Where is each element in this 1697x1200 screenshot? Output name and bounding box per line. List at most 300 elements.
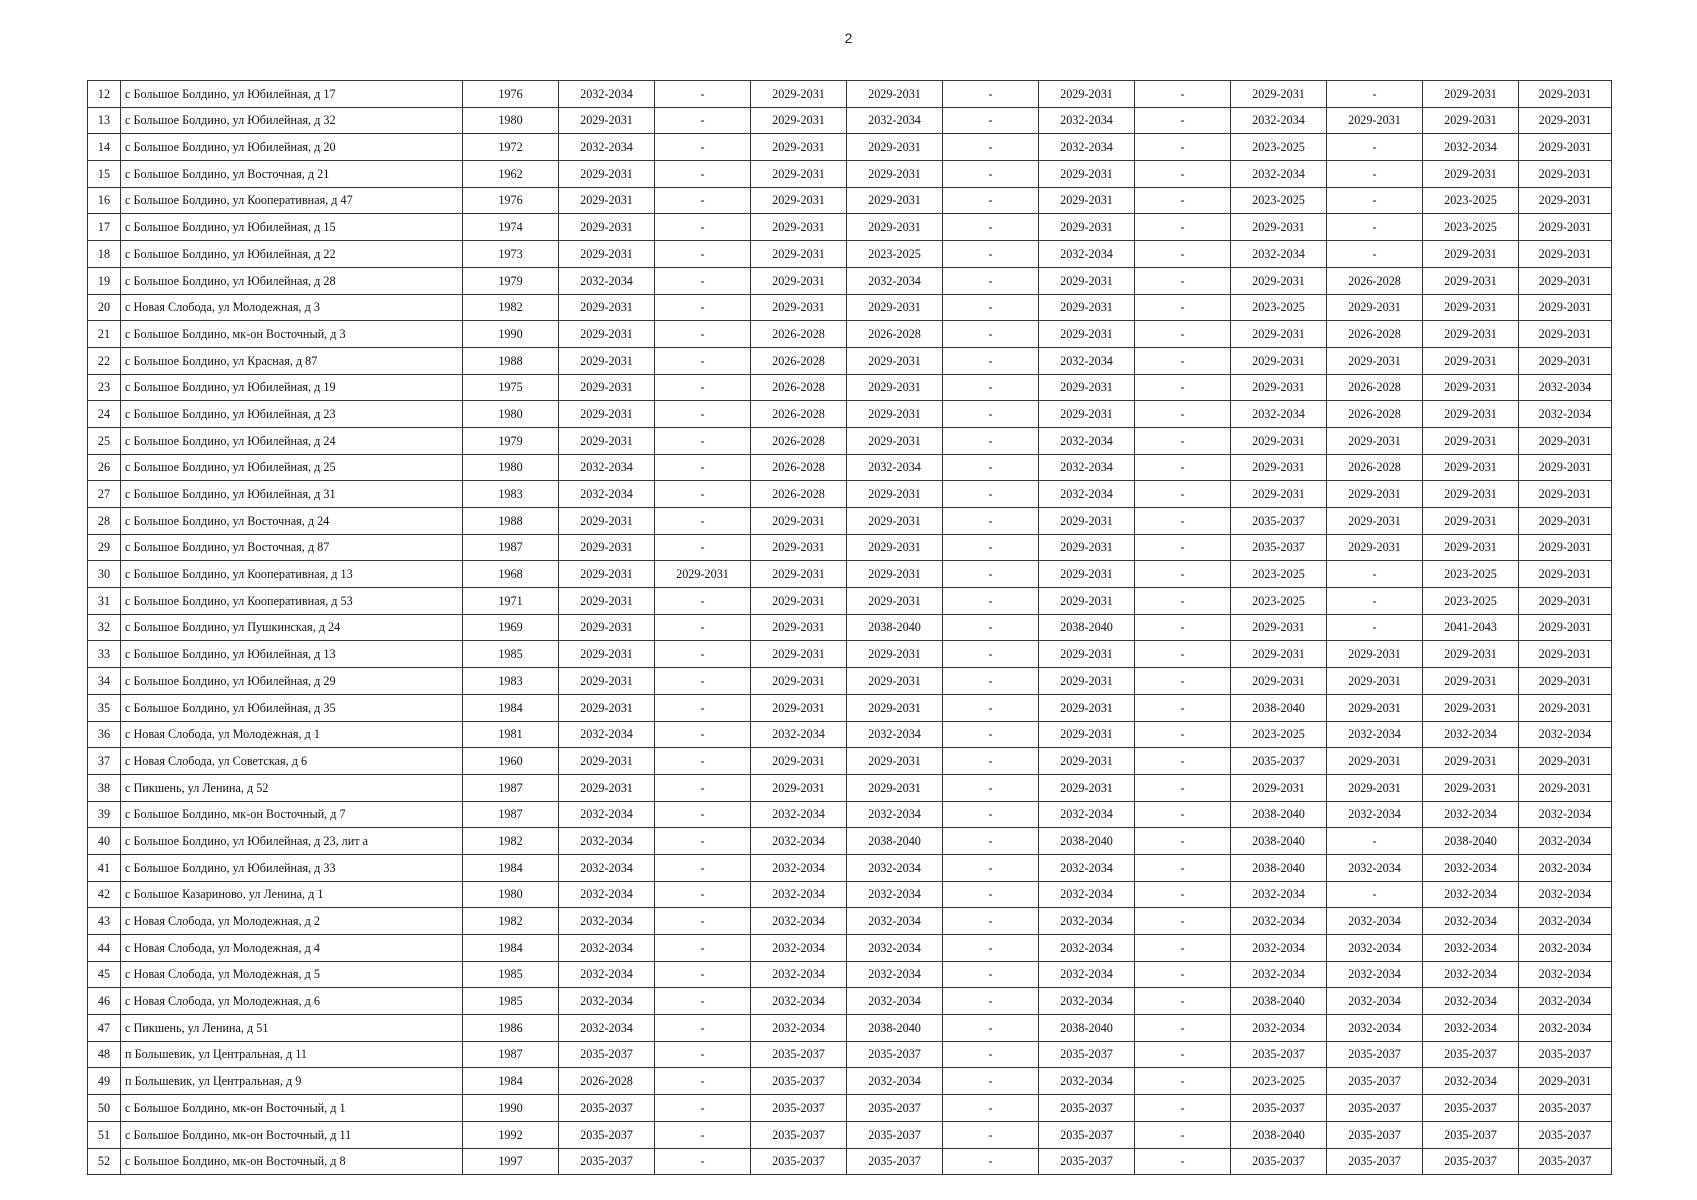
period-cell: 2032-2034 — [751, 1015, 847, 1042]
period-cell: 2038-2040 — [1231, 1121, 1327, 1148]
period-cell: 2023-2025 — [1231, 721, 1327, 748]
period-cell: 2035-2037 — [1519, 1148, 1612, 1175]
period-cell: 2029-2031 — [1231, 774, 1327, 801]
year-cell: 1983 — [463, 481, 559, 508]
period-cell: - — [1135, 1121, 1231, 1148]
period-cell: 2023-2025 — [1231, 134, 1327, 161]
period-cell: 2029-2031 — [1519, 267, 1612, 294]
row-number-cell: 20 — [88, 294, 121, 321]
period-cell: 2035-2037 — [1519, 1121, 1612, 1148]
address-cell: с Большое Болдино, ул Юбилейная, д 23, лит а — [121, 828, 463, 855]
period-cell: 2029-2031 — [1039, 214, 1135, 241]
period-cell: - — [943, 267, 1039, 294]
period-cell: 2035-2037 — [1423, 1121, 1519, 1148]
period-cell: - — [1135, 961, 1231, 988]
period-cell: 2035-2037 — [751, 1095, 847, 1122]
year-cell: 1962 — [463, 161, 559, 188]
address-cell: с Пикшень, ул Ленина, д 51 — [121, 1015, 463, 1042]
year-cell: 1984 — [463, 694, 559, 721]
address-cell: п Большевик, ул Центральная, д 11 — [121, 1041, 463, 1068]
period-cell: 2032-2034 — [559, 828, 655, 855]
period-cell: 2032-2034 — [1231, 107, 1327, 134]
period-cell: 2029-2031 — [1039, 81, 1135, 108]
year-cell: 1987 — [463, 534, 559, 561]
period-cell: 2029-2031 — [1231, 641, 1327, 668]
period-cell: 2032-2034 — [751, 854, 847, 881]
year-cell: 1960 — [463, 748, 559, 775]
period-cell: - — [943, 721, 1039, 748]
period-cell: 2032-2034 — [559, 961, 655, 988]
year-cell: 1976 — [463, 81, 559, 108]
period-cell: 2032-2034 — [847, 908, 943, 935]
address-cell: с Большое Болдино, ул Юбилейная, д 31 — [121, 481, 463, 508]
table-row — [88, 187, 1612, 214]
period-cell: - — [655, 427, 751, 454]
year-cell: 1985 — [463, 961, 559, 988]
period-cell: 2038-2040 — [1231, 801, 1327, 828]
address-cell: с Большое Болдино, ул Юбилейная, д 19 — [121, 374, 463, 401]
period-cell: 2035-2037 — [559, 1095, 655, 1122]
period-cell: 2032-2034 — [1423, 854, 1519, 881]
period-cell: - — [1135, 988, 1231, 1015]
period-cell: - — [655, 748, 751, 775]
period-cell: - — [943, 748, 1039, 775]
period-cell: - — [1135, 694, 1231, 721]
address-cell: п Большевик, ул Центральная, д 9 — [121, 1068, 463, 1095]
year-cell: 1992 — [463, 1121, 559, 1148]
period-cell: 2029-2031 — [1519, 321, 1612, 348]
period-cell: 2032-2034 — [751, 961, 847, 988]
period-cell: 2023-2025 — [847, 241, 943, 268]
address-cell: с Новая Слобода, ул Молодежная, д 2 — [121, 908, 463, 935]
period-cell: - — [1135, 774, 1231, 801]
period-cell: 2029-2031 — [1519, 161, 1612, 188]
table-row — [88, 1148, 1612, 1175]
period-cell: 2029-2031 — [1423, 267, 1519, 294]
row-number-cell: 17 — [88, 214, 121, 241]
period-cell: 2029-2031 — [1039, 267, 1135, 294]
period-cell: 2032-2034 — [559, 908, 655, 935]
period-cell: 2029-2031 — [847, 481, 943, 508]
period-cell: 2032-2034 — [1423, 935, 1519, 962]
period-cell: 2035-2037 — [1327, 1095, 1423, 1122]
period-cell: - — [943, 294, 1039, 321]
period-cell: 2023-2025 — [1231, 1068, 1327, 1095]
year-cell: 1976 — [463, 187, 559, 214]
period-cell: 2032-2034 — [1327, 854, 1423, 881]
period-cell: 2029-2031 — [1423, 534, 1519, 561]
period-cell: 2029-2031 — [559, 187, 655, 214]
period-cell: 2026-2028 — [751, 401, 847, 428]
period-cell: 2032-2034 — [1519, 374, 1612, 401]
period-cell: - — [943, 401, 1039, 428]
period-cell: 2032-2034 — [1039, 881, 1135, 908]
address-cell: с Большое Болдино, ул Юбилейная, д 32 — [121, 107, 463, 134]
table-row — [88, 961, 1612, 988]
period-cell: - — [655, 1148, 751, 1175]
table-row — [88, 748, 1612, 775]
table-row — [88, 161, 1612, 188]
period-cell: - — [1135, 134, 1231, 161]
period-cell: - — [1327, 214, 1423, 241]
period-cell: 2029-2031 — [1519, 107, 1612, 134]
period-cell: 2032-2034 — [1519, 401, 1612, 428]
period-cell: 2032-2034 — [847, 935, 943, 962]
period-cell: 2029-2031 — [1039, 187, 1135, 214]
period-cell: 2029-2031 — [1519, 668, 1612, 695]
period-cell: 2029-2031 — [1039, 774, 1135, 801]
period-cell: 2032-2034 — [1039, 107, 1135, 134]
period-cell: 2029-2031 — [847, 374, 943, 401]
row-number-cell: 27 — [88, 481, 121, 508]
row-number-cell: 47 — [88, 1015, 121, 1042]
period-cell: - — [943, 1068, 1039, 1095]
row-number-cell: 45 — [88, 961, 121, 988]
period-cell: 2029-2031 — [1039, 401, 1135, 428]
period-cell: 2029-2031 — [1039, 561, 1135, 588]
period-cell: 2026-2028 — [751, 481, 847, 508]
period-cell: - — [943, 961, 1039, 988]
period-cell: 2029-2031 — [751, 241, 847, 268]
period-cell: 2032-2034 — [1519, 908, 1612, 935]
period-cell: - — [655, 481, 751, 508]
period-cell: 2023-2025 — [1423, 187, 1519, 214]
period-cell: - — [655, 1095, 751, 1122]
period-cell: 2029-2031 — [1519, 187, 1612, 214]
row-number-cell: 31 — [88, 588, 121, 615]
period-cell: 2035-2037 — [1327, 1068, 1423, 1095]
table-row — [88, 294, 1612, 321]
table-row — [88, 935, 1612, 962]
table-row — [88, 908, 1612, 935]
period-cell: - — [943, 1148, 1039, 1175]
period-cell: 2032-2034 — [847, 1068, 943, 1095]
period-cell: 2026-2028 — [559, 1068, 655, 1095]
period-cell: 2032-2034 — [847, 854, 943, 881]
period-cell: 2023-2025 — [1231, 187, 1327, 214]
period-cell: 2032-2034 — [559, 134, 655, 161]
period-cell: - — [655, 721, 751, 748]
period-cell: 2032-2034 — [1039, 347, 1135, 374]
period-cell: 2032-2034 — [751, 988, 847, 1015]
year-cell: 1987 — [463, 801, 559, 828]
period-cell: 2029-2031 — [751, 774, 847, 801]
period-cell: - — [655, 508, 751, 535]
year-cell: 1980 — [463, 107, 559, 134]
period-cell: 2029-2031 — [847, 347, 943, 374]
period-cell: - — [1135, 935, 1231, 962]
period-cell: - — [1135, 321, 1231, 348]
period-cell: - — [1135, 1015, 1231, 1042]
period-cell: 2029-2031 — [1423, 241, 1519, 268]
period-cell: 2026-2028 — [1327, 374, 1423, 401]
period-cell: 2029-2031 — [559, 641, 655, 668]
period-cell: - — [943, 588, 1039, 615]
address-cell: с Большое Болдино, ул Юбилейная, д 28 — [121, 267, 463, 294]
period-cell: - — [943, 134, 1039, 161]
period-cell: 2029-2031 — [1039, 668, 1135, 695]
year-cell: 1981 — [463, 721, 559, 748]
period-cell: 2029-2031 — [1423, 694, 1519, 721]
period-cell: 2029-2031 — [751, 668, 847, 695]
address-cell: с Новая Слобода, ул Молодежная, д 1 — [121, 721, 463, 748]
period-cell: 2032-2034 — [847, 454, 943, 481]
period-cell: 2032-2034 — [1327, 988, 1423, 1015]
period-cell: 2029-2031 — [847, 534, 943, 561]
period-cell: - — [655, 241, 751, 268]
period-cell: 2032-2034 — [847, 961, 943, 988]
period-cell: 2035-2037 — [1039, 1095, 1135, 1122]
period-cell: - — [1135, 614, 1231, 641]
period-cell: - — [943, 881, 1039, 908]
period-cell: 2029-2031 — [1423, 374, 1519, 401]
period-cell: 2032-2034 — [1519, 961, 1612, 988]
period-cell: 2029-2031 — [1231, 614, 1327, 641]
period-cell: - — [655, 81, 751, 108]
period-cell: 2032-2034 — [751, 935, 847, 962]
period-cell: 2029-2031 — [1519, 294, 1612, 321]
period-cell: - — [1135, 347, 1231, 374]
period-cell: - — [655, 294, 751, 321]
period-cell: 2032-2034 — [1039, 935, 1135, 962]
period-cell: 2029-2031 — [1519, 81, 1612, 108]
period-cell: - — [655, 1015, 751, 1042]
period-cell: - — [1135, 908, 1231, 935]
period-cell: 2035-2037 — [751, 1121, 847, 1148]
period-cell: 2029-2031 — [559, 241, 655, 268]
period-cell: 2029-2031 — [847, 561, 943, 588]
period-cell: 2029-2031 — [1327, 694, 1423, 721]
period-cell: 2029-2031 — [1519, 134, 1612, 161]
table-row — [88, 214, 1612, 241]
period-cell: 2035-2037 — [1519, 1095, 1612, 1122]
period-cell: - — [943, 1041, 1039, 1068]
period-cell: 2035-2037 — [1327, 1041, 1423, 1068]
period-cell: - — [943, 694, 1039, 721]
address-cell: с Новая Слобода, ул Молодежная, д 5 — [121, 961, 463, 988]
period-cell: 2038-2040 — [847, 614, 943, 641]
period-cell: - — [943, 508, 1039, 535]
period-cell: 2032-2034 — [1519, 881, 1612, 908]
period-cell: - — [943, 1015, 1039, 1042]
period-cell: 2029-2031 — [1519, 614, 1612, 641]
period-cell: 2035-2037 — [1231, 1095, 1327, 1122]
period-cell: 2035-2037 — [1423, 1041, 1519, 1068]
period-cell: 2029-2031 — [559, 347, 655, 374]
row-number-cell: 28 — [88, 508, 121, 535]
period-cell: 2029-2031 — [751, 161, 847, 188]
period-cell: - — [1135, 214, 1231, 241]
period-cell: 2032-2034 — [559, 454, 655, 481]
table-row — [88, 694, 1612, 721]
row-number-cell: 43 — [88, 908, 121, 935]
address-cell: с Большое Болдино, ул Юбилейная, д 20 — [121, 134, 463, 161]
period-cell: 2032-2034 — [1231, 908, 1327, 935]
period-cell: 2029-2031 — [1039, 641, 1135, 668]
period-cell: 2029-2031 — [1327, 107, 1423, 134]
year-cell: 1988 — [463, 347, 559, 374]
period-cell: 2032-2034 — [1519, 988, 1612, 1015]
row-number-cell: 12 — [88, 81, 121, 108]
period-cell: 2032-2034 — [1423, 134, 1519, 161]
period-cell: 2035-2037 — [1423, 1148, 1519, 1175]
table-row — [88, 774, 1612, 801]
row-number-cell: 19 — [88, 267, 121, 294]
year-cell: 1985 — [463, 641, 559, 668]
period-cell: 2032-2034 — [1519, 801, 1612, 828]
period-cell: - — [655, 321, 751, 348]
period-cell: 2032-2034 — [559, 935, 655, 962]
period-cell: 2029-2031 — [751, 614, 847, 641]
period-cell: 2029-2031 — [1519, 588, 1612, 615]
year-cell: 1980 — [463, 881, 559, 908]
period-cell: 2029-2031 — [1519, 508, 1612, 535]
period-cell: 2029-2031 — [847, 694, 943, 721]
period-cell: - — [943, 1121, 1039, 1148]
year-cell: 1972 — [463, 134, 559, 161]
period-cell: 2032-2034 — [1039, 134, 1135, 161]
period-cell: 2029-2031 — [1327, 641, 1423, 668]
period-cell: 2032-2034 — [1231, 1015, 1327, 1042]
period-cell: - — [943, 614, 1039, 641]
period-cell: 2032-2034 — [559, 881, 655, 908]
table-row — [88, 534, 1612, 561]
period-cell: - — [943, 374, 1039, 401]
period-cell: - — [655, 1121, 751, 1148]
period-cell: 2029-2031 — [1519, 241, 1612, 268]
period-cell: 2029-2031 — [1519, 561, 1612, 588]
table-row — [88, 668, 1612, 695]
period-cell: 2032-2034 — [1039, 854, 1135, 881]
period-cell: 2032-2034 — [751, 828, 847, 855]
period-cell: - — [943, 641, 1039, 668]
period-cell: 2029-2031 — [751, 641, 847, 668]
table-row — [88, 401, 1612, 428]
period-cell: - — [943, 187, 1039, 214]
period-cell: 2029-2031 — [1231, 347, 1327, 374]
address-cell: с Большое Болдино, ул Восточная, д 24 — [121, 508, 463, 535]
period-cell: 2032-2034 — [1039, 241, 1135, 268]
period-cell: 2029-2031 — [1231, 214, 1327, 241]
period-cell: - — [1135, 561, 1231, 588]
period-cell: 2032-2034 — [1327, 935, 1423, 962]
period-cell: 2029-2031 — [1327, 508, 1423, 535]
repair-schedule-table — [87, 80, 1612, 1175]
period-cell: - — [943, 454, 1039, 481]
period-cell: 2032-2034 — [1519, 854, 1612, 881]
period-cell: 2032-2034 — [1039, 801, 1135, 828]
period-cell: 2035-2037 — [751, 1068, 847, 1095]
period-cell: 2029-2031 — [1039, 321, 1135, 348]
period-cell: 2029-2031 — [1519, 214, 1612, 241]
period-cell: 2029-2031 — [559, 427, 655, 454]
period-cell: 2026-2028 — [751, 454, 847, 481]
table-row — [88, 1121, 1612, 1148]
year-cell: 1984 — [463, 854, 559, 881]
period-cell: 2029-2031 — [559, 588, 655, 615]
period-cell: 2029-2031 — [1327, 347, 1423, 374]
period-cell: 2029-2031 — [847, 668, 943, 695]
period-cell: 2029-2031 — [559, 294, 655, 321]
row-number-cell: 52 — [88, 1148, 121, 1175]
period-cell: - — [1135, 267, 1231, 294]
period-cell: 2035-2037 — [847, 1041, 943, 1068]
period-cell: 2029-2031 — [1423, 107, 1519, 134]
period-cell: 2032-2034 — [1327, 721, 1423, 748]
year-cell: 1980 — [463, 454, 559, 481]
period-cell: - — [1135, 427, 1231, 454]
period-cell: 2032-2034 — [1327, 908, 1423, 935]
table-row — [88, 721, 1612, 748]
table-row — [88, 267, 1612, 294]
period-cell: 2032-2034 — [1327, 1015, 1423, 1042]
period-cell: 2029-2031 — [847, 401, 943, 428]
row-number-cell: 24 — [88, 401, 121, 428]
period-cell: - — [943, 774, 1039, 801]
address-cell: с Новая Слобода, ул Молодежная, д 3 — [121, 294, 463, 321]
period-cell: 2035-2037 — [1231, 534, 1327, 561]
table-row — [88, 1068, 1612, 1095]
period-cell: - — [655, 267, 751, 294]
period-cell: - — [943, 161, 1039, 188]
row-number-cell: 48 — [88, 1041, 121, 1068]
period-cell: 2029-2031 — [847, 134, 943, 161]
period-cell: 2029-2031 — [559, 107, 655, 134]
period-cell: 2029-2031 — [559, 321, 655, 348]
period-cell: - — [943, 935, 1039, 962]
year-cell: 1997 — [463, 1148, 559, 1175]
period-cell: - — [943, 321, 1039, 348]
year-cell: 1987 — [463, 774, 559, 801]
period-cell: - — [1327, 588, 1423, 615]
address-cell: с Большое Болдино, ул Восточная, д 21 — [121, 161, 463, 188]
period-cell: 2032-2034 — [1327, 961, 1423, 988]
address-cell: с Пикшень, ул Ленина, д 52 — [121, 774, 463, 801]
period-cell: - — [1135, 1095, 1231, 1122]
table-row — [88, 134, 1612, 161]
period-cell: 2035-2037 — [1231, 508, 1327, 535]
period-cell: - — [1135, 1068, 1231, 1095]
address-cell: с Большое Болдино, ул Юбилейная, д 24 — [121, 427, 463, 454]
period-cell: - — [1135, 1148, 1231, 1175]
period-cell: 2029-2031 — [1327, 294, 1423, 321]
period-cell: - — [1135, 854, 1231, 881]
period-cell: 2029-2031 — [1039, 534, 1135, 561]
table-row — [88, 588, 1612, 615]
row-number-cell: 39 — [88, 801, 121, 828]
period-cell: - — [655, 881, 751, 908]
period-cell: 2029-2031 — [1039, 294, 1135, 321]
period-cell: 2023-2025 — [1231, 294, 1327, 321]
period-cell: 2026-2028 — [847, 321, 943, 348]
period-cell: 2029-2031 — [751, 748, 847, 775]
address-cell: с Новая Слобода, ул Молодежная, д 6 — [121, 988, 463, 1015]
period-cell: 2032-2034 — [751, 721, 847, 748]
address-cell: с Большое Болдино, мк-он Восточный, д 11 — [121, 1121, 463, 1148]
period-cell: 2032-2034 — [1039, 1068, 1135, 1095]
address-cell: с Большое Болдино, ул Красная, д 87 — [121, 347, 463, 374]
period-cell: - — [1327, 81, 1423, 108]
table-row — [88, 1041, 1612, 1068]
period-cell: - — [1135, 668, 1231, 695]
period-cell: 2032-2034 — [1423, 721, 1519, 748]
period-cell: 2038-2040 — [1423, 828, 1519, 855]
row-number-cell: 38 — [88, 774, 121, 801]
period-cell: 2029-2031 — [751, 294, 847, 321]
period-cell: - — [1327, 187, 1423, 214]
row-number-cell: 35 — [88, 694, 121, 721]
period-cell: 2032-2034 — [1231, 401, 1327, 428]
